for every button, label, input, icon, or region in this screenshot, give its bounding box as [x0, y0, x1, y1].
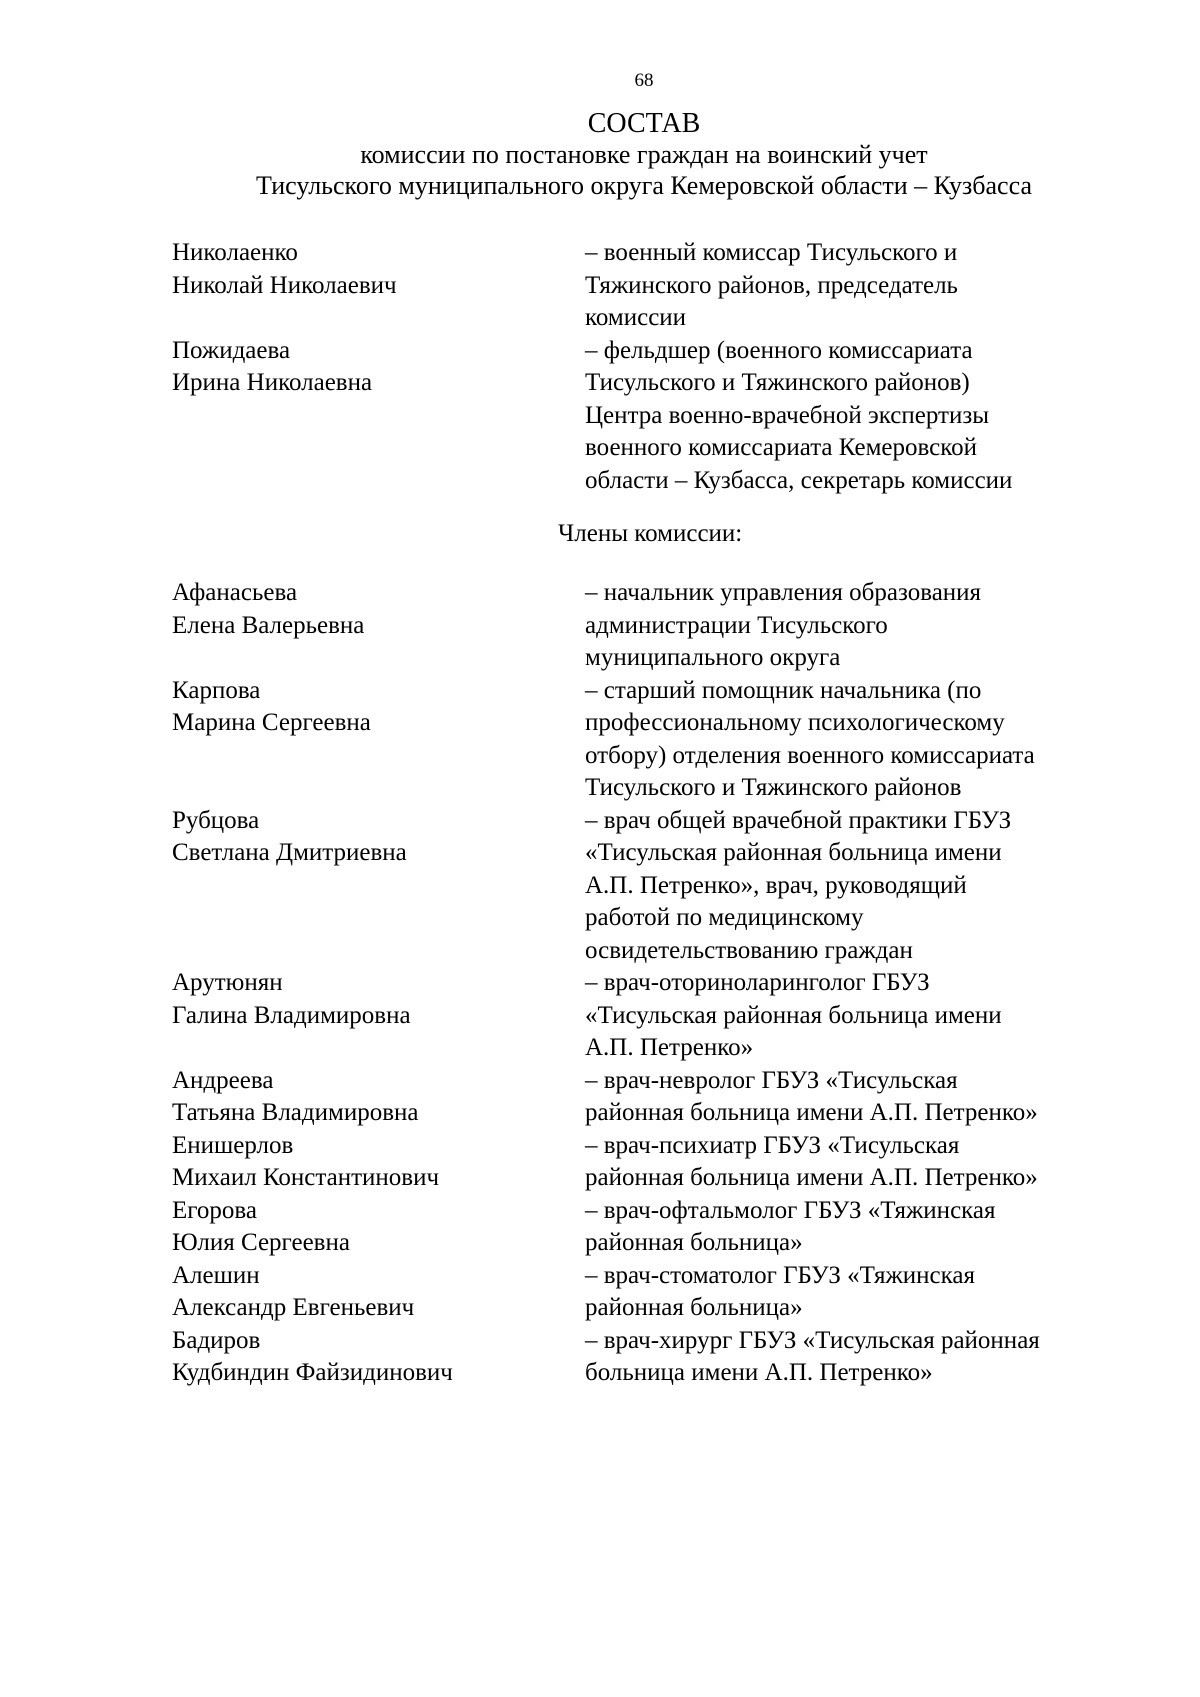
person-given-names: Елена Валерьевна — [172, 611, 365, 639]
commission-entry — [172, 1130, 1132, 1195]
person-surname: Рубцова — [172, 806, 260, 834]
role-line: – врач-оториноларинголог ГБУЗ — [585, 969, 930, 996]
person-name — [172, 967, 585, 1065]
person-surname: Николаенко — [172, 239, 298, 266]
role-line: профессиональному психологическому — [585, 709, 1005, 736]
role-line: – врач-офтальмолог ГБУЗ «Тяжинская — [585, 1196, 996, 1224]
leadership-list — [172, 237, 1132, 497]
commission-entry — [172, 967, 1132, 1065]
role-line: районная больница» — [585, 1294, 803, 1321]
page-number: 68 — [634, 70, 654, 91]
person-surname: Алешин — [172, 1261, 260, 1289]
role-line: – врач-хирург ГБУЗ «Тисульская районная — [585, 1326, 1040, 1354]
person-name — [172, 1260, 585, 1325]
person-surname: Афанасьева — [172, 579, 298, 606]
role-line: области – Кузбасса, секретарь комиссии — [585, 466, 1013, 494]
role-line: «Тисульская районная больница имени — [585, 839, 1002, 866]
person-given-names: Кудбиндин Файзидинович — [172, 1359, 453, 1386]
person-role — [585, 237, 1115, 335]
person-role — [585, 1325, 1115, 1390]
person-surname: Енишерлов — [172, 1131, 294, 1159]
person-given-names: Марина Сергеевна — [172, 709, 371, 736]
document-subtitle-line-1: комиссии по постановке граждан на воинский учет — [360, 140, 928, 169]
person-surname: Арутюнян — [172, 969, 283, 996]
person-role — [585, 1195, 1115, 1260]
role-line: районная больница имени А.П. Петренко» — [585, 1099, 1038, 1126]
person-name — [172, 675, 585, 805]
person-name — [172, 577, 585, 675]
person-given-names: Ирина Николаевна — [172, 369, 373, 396]
role-line: – начальник управления образования — [585, 579, 982, 606]
commission-entry — [172, 237, 1132, 335]
commission-entry — [172, 1195, 1132, 1260]
role-line: администрации Тисульского — [585, 611, 888, 639]
role-line: «Тисульская районная больница имени — [585, 1001, 1002, 1029]
person-surname: Карпова — [172, 676, 261, 704]
person-name — [172, 1130, 585, 1195]
person-given-names: Юлия Сергеевна — [172, 1229, 350, 1256]
person-surname: Егорова — [172, 1196, 257, 1224]
role-line: комиссии — [585, 304, 687, 331]
commission-entry — [172, 1325, 1132, 1390]
role-line: – старший помощник начальника (по — [585, 676, 982, 704]
person-name — [172, 1325, 585, 1390]
person-name — [172, 1065, 585, 1130]
person-given-names: Александр Евгеньевич — [172, 1294, 415, 1321]
members-heading: Члены комиссии: — [558, 520, 743, 547]
document-header — [0, 108, 1200, 201]
role-line: районная больница» — [585, 1229, 803, 1256]
person-name — [172, 805, 585, 968]
person-name — [172, 335, 585, 498]
role-line: Тяжинского районов, председатель — [585, 271, 958, 299]
person-role — [585, 335, 1115, 498]
commission-entry — [172, 1260, 1132, 1325]
person-name — [172, 1195, 585, 1260]
person-given-names: Галина Владимировна — [172, 1001, 411, 1029]
person-role — [585, 967, 1115, 1065]
role-line: освидетельствованию граждан — [585, 936, 913, 964]
role-line: больница имени А.П. Петренко» — [585, 1359, 933, 1386]
role-line: – врач общей врачебной практики ГБУЗ — [585, 806, 1012, 834]
commission-entry — [172, 577, 1132, 675]
commission-entry — [172, 805, 1132, 968]
person-given-names: Михаил Константинович — [172, 1164, 440, 1191]
role-line: А.П. Петренко», врач, руководящий — [585, 871, 967, 899]
role-line: Тисульского и Тяжинского районов — [585, 774, 962, 801]
commission-entry — [172, 335, 1132, 498]
person-surname: Бадиров — [172, 1326, 261, 1354]
role-line: – фельдшер (военного комиссариата — [585, 336, 973, 364]
commission-entry — [172, 1065, 1132, 1130]
person-role — [585, 577, 1115, 675]
person-given-names: Светлана Дмитриевна — [172, 839, 407, 866]
role-line: муниципального округа — [585, 644, 841, 671]
person-surname: Андреева — [172, 1066, 274, 1094]
person-role — [585, 1130, 1115, 1195]
members-list — [172, 577, 1132, 1390]
role-line: Центра военно-врачебной экспертизы — [585, 401, 989, 429]
role-line: работой по медицинскому — [585, 904, 864, 931]
person-given-names: Николай Николаевич — [172, 271, 397, 299]
person-role — [585, 675, 1115, 805]
role-line: Тисульского и Тяжинского районов) — [585, 369, 970, 396]
role-line: военного комиссариата Кемеровской — [585, 434, 978, 461]
role-line: – врач-стоматолог ГБУЗ «Тяжинская — [585, 1261, 975, 1289]
role-line: – врач-невролог ГБУЗ «Тисульская — [585, 1066, 958, 1094]
person-role — [585, 805, 1115, 968]
role-line: районная больница имени А.П. Петренко» — [585, 1164, 1038, 1191]
person-given-names: Татьяна Владимировна — [172, 1099, 419, 1126]
role-line: – врач-психиатр ГБУЗ «Тисульская — [585, 1131, 960, 1159]
document-subtitle-line-2: Тисульского муниципального округа Кемеровской области – Кузбасса — [255, 171, 1032, 200]
role-line: А.П. Петренко» — [585, 1034, 754, 1061]
person-surname: Пожидаева — [172, 336, 291, 364]
role-line: – военный комиссар Тисульского и — [585, 239, 958, 266]
person-name — [172, 237, 585, 335]
document-title: СОСТАВ — [587, 108, 701, 139]
person-role — [585, 1065, 1115, 1130]
commission-entry — [172, 675, 1132, 805]
person-role — [585, 1260, 1115, 1325]
role-line: отбору) отделения военного комиссариата — [585, 741, 1035, 769]
